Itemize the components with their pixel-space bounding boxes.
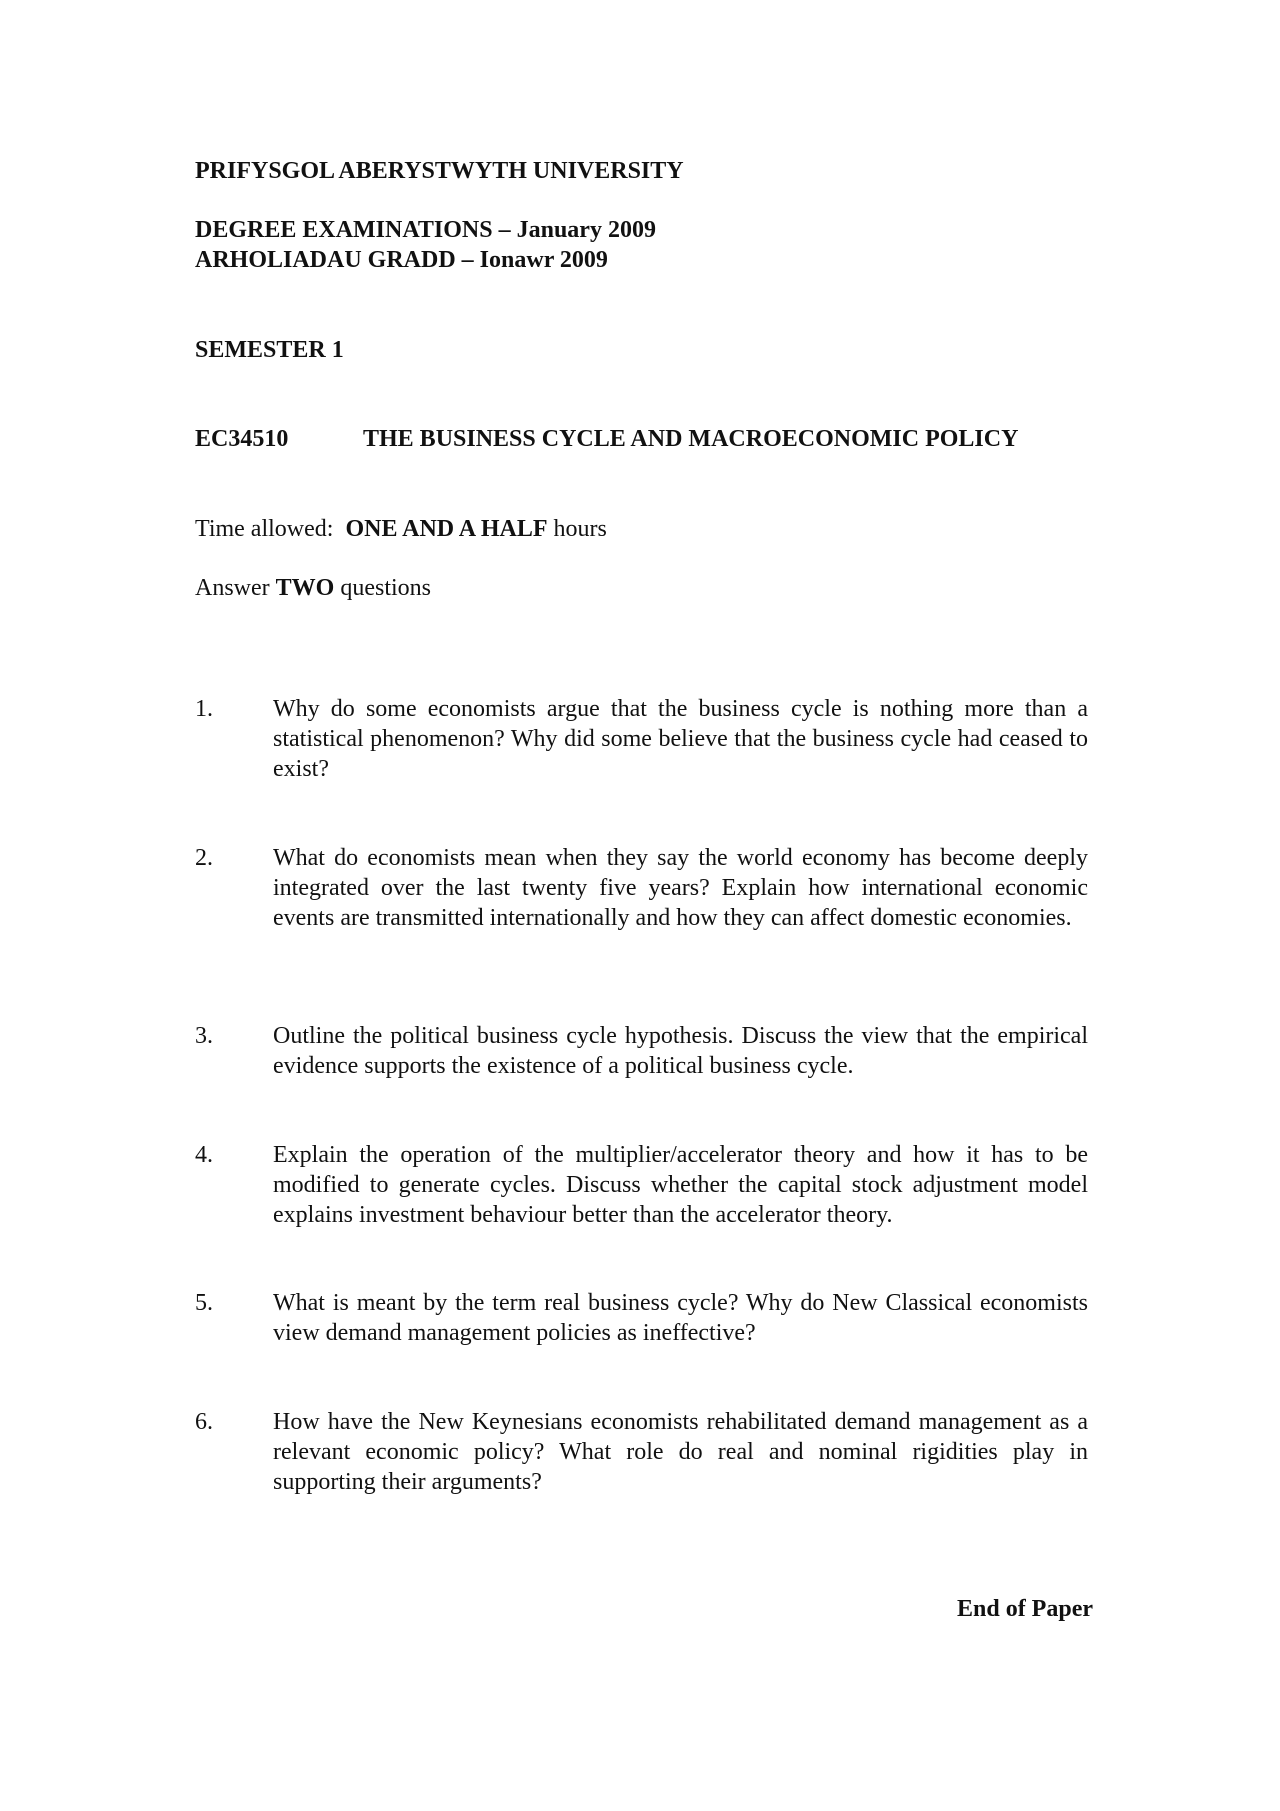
- course-title: THE BUSINESS CYCLE AND MACROECONOMIC POLICY: [363, 426, 1019, 452]
- question-number: 3.: [195, 1023, 213, 1049]
- question-number: 1.: [195, 696, 213, 722]
- exam-title-welsh: ARHOLIADAU GRADD – Ionawr 2009: [195, 247, 608, 273]
- time-allowed-value: ONE AND A HALF: [345, 516, 548, 542]
- question-text: Outline the political business cycle hypothesis. Discuss the view that the empirical evidence supports the existence of a political business cycle.: [273, 1023, 1088, 1079]
- question-number: 2.: [195, 845, 213, 871]
- answer-count: TWO: [275, 575, 335, 601]
- question-number: 4.: [195, 1142, 213, 1168]
- answer-prefix: Answer: [195, 575, 270, 601]
- question-text: What do economists mean when they say the world economy has become deeply integrated over the last twenty five years? Explain how international economic events are transmitted internationally and how they can affect domestic economies.: [273, 845, 1088, 931]
- question-number: 6.: [195, 1409, 213, 1435]
- question-text: Explain the operation of the multiplier/accelerator theory and how it has to be modified to generate cycles. Discuss whether the capital stock adjustment model explains investment behaviour better than the accelerator theory.: [273, 1142, 1088, 1228]
- answer-suffix: questions: [340, 575, 432, 601]
- question-number: 5.: [195, 1290, 213, 1316]
- question-text: What is meant by the term real business cycle? Why do New Classical economists view demand management policies as ineffective?: [273, 1290, 1088, 1346]
- question-text: Why do some economists argue that the business cycle is nothing more than a statistical phenomenon? Why did some believe that the business cycle had ceased to exist?: [273, 696, 1088, 782]
- exam-title-english: DEGREE EXAMINATIONS – January 2009: [195, 217, 656, 243]
- time-allowed-suffix: hours: [553, 516, 607, 542]
- university-heading: PRIFYSGOL ABERYSTWYTH UNIVERSITY: [195, 158, 684, 184]
- end-of-paper: End of Paper: [956, 1596, 1093, 1622]
- question-text: How have the New Keynesians economists rehabilitated demand management as a relevant economic policy? What role do real and nominal rigidities play in supporting their arguments?: [273, 1409, 1088, 1495]
- answer-instruction: [195, 573, 431, 603]
- course-code: EC34510: [195, 426, 289, 452]
- time-allowed: [195, 514, 607, 544]
- time-allowed-prefix: Time allowed:: [195, 516, 334, 542]
- semester-label: SEMESTER 1: [195, 337, 344, 363]
